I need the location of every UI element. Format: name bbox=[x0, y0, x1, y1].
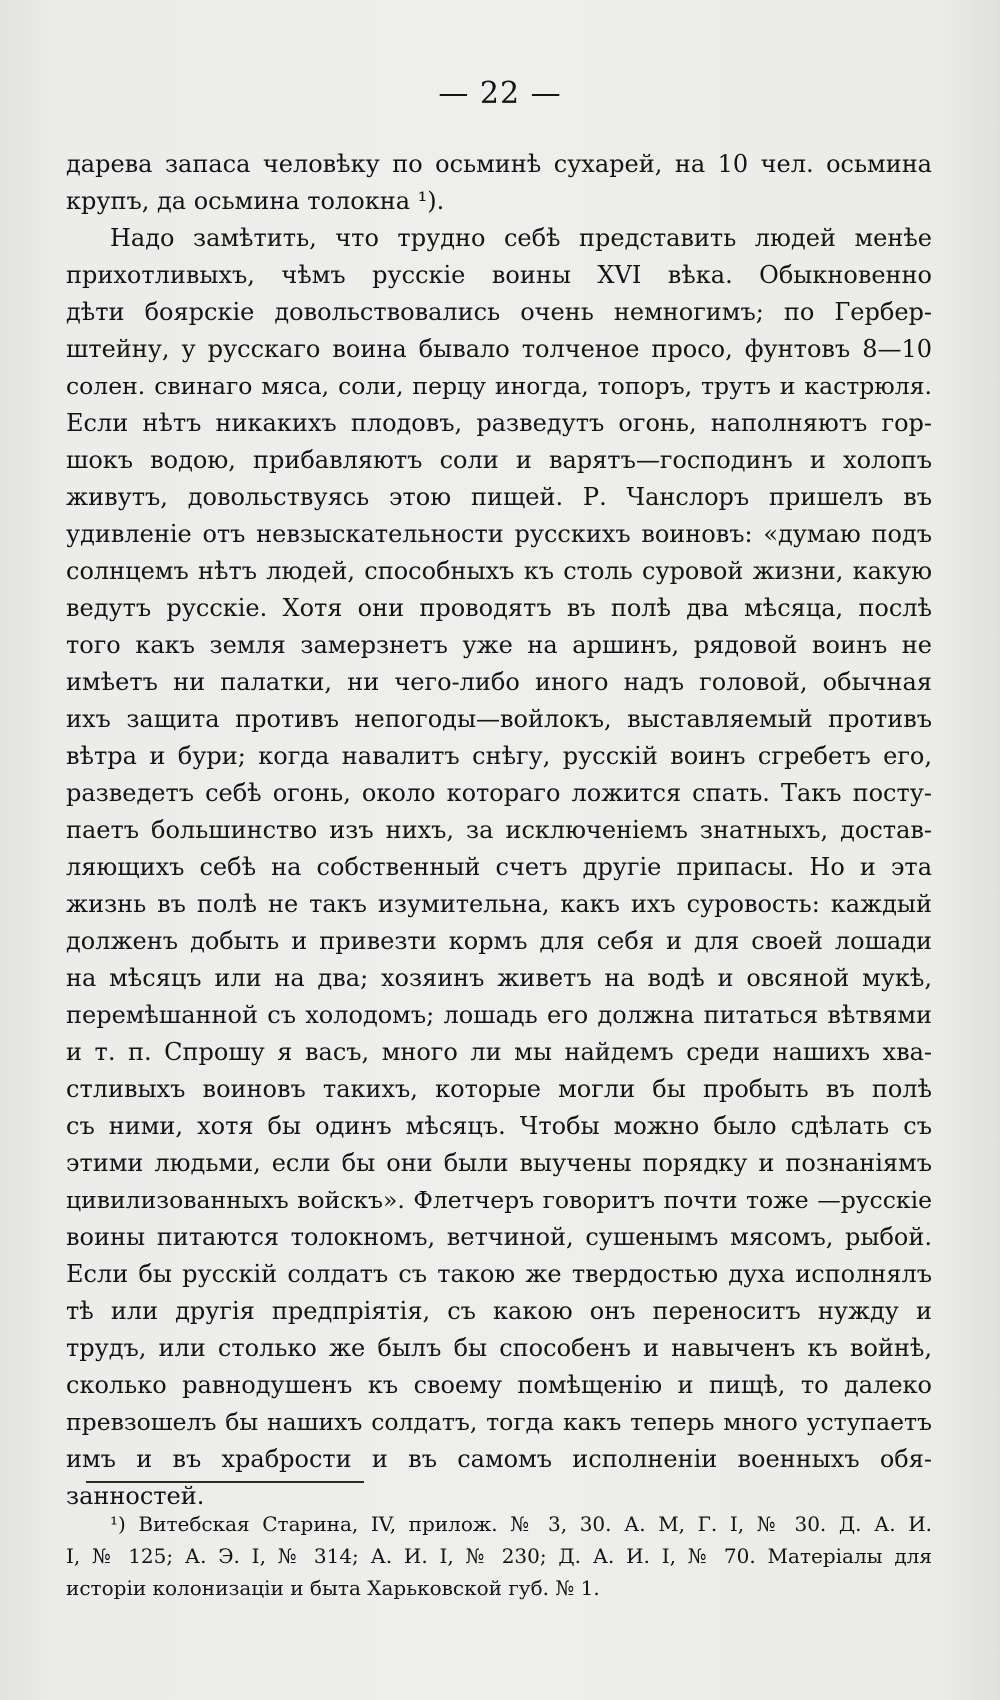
text-line: Если нѣтъ никакихъ плодовъ, разведутъ огонь, наполняютъ гор- bbox=[66, 409, 932, 437]
text-line: цивилизованныхъ войскъ». Флетчеръ говоритъ почти тоже —русскіе bbox=[66, 1186, 932, 1214]
text-line: разведетъ себѣ огонь, около котораго ложится спать. Такъ посту- bbox=[66, 779, 932, 807]
text-line: долженъ добыть и привезти кормъ для себя и для своей лошади bbox=[66, 927, 932, 955]
text-line: паетъ большинство изъ нихъ, за исключеніемъ знатныхъ, достав- bbox=[66, 816, 932, 844]
text-line: этими людьми, если бы они были выучены порядку и познаніямъ bbox=[66, 1149, 932, 1177]
text-line: вѣтра и бури; когда навалитъ снѣгу, русскій воинъ сгребетъ его, bbox=[66, 742, 932, 770]
text-line: живутъ, довольствуясь этою пищей. Р. Чанслоръ пришелъ въ bbox=[66, 483, 932, 511]
text-line: имъ и въ храбрости и въ самомъ исполненіи военныхъ обя- bbox=[66, 1445, 932, 1473]
footnote-line: I, № 125; А. Э. I, № 314; А. И. I, № 230; Д. А. И. I, № 70. Матеріалы для bbox=[66, 1544, 932, 1568]
text-line: крупъ, да осьмина толокна ¹). bbox=[66, 187, 445, 215]
text-line: съ ними, хотя бы одинъ мѣсяцъ. Чтобы можно было сдѣлать съ bbox=[66, 1112, 932, 1140]
text-line: дѣти боярскіе довольствовались очень немногимъ; по Гербер- bbox=[66, 298, 932, 326]
text-line: того какъ земля замерзнетъ уже на аршинъ, рядовой воинъ не bbox=[66, 631, 932, 659]
footnote-line: исторіи колонизаціи и быта Харьковской губ. № 1. bbox=[66, 1576, 600, 1600]
text-line: Если бы русскій солдатъ съ такою же твердостью духа исполнялъ bbox=[66, 1260, 932, 1288]
text-line: трудъ, или столько же былъ бы способенъ и навыченъ къ войнѣ, bbox=[66, 1334, 932, 1362]
text-line: воины питаются толокномъ, ветчиной, сушенымъ мясомъ, рыбой. bbox=[66, 1223, 932, 1251]
text-line: на мѣсяцъ или на два; хозяинъ живетъ на водѣ и овсяной мукѣ, bbox=[66, 964, 932, 992]
text-line: ляющихъ себѣ на собственный счетъ другіе припасы. Но и эта bbox=[66, 853, 932, 881]
text-line: шокъ водою, прибавляютъ соли и варятъ—господинъ и холопъ bbox=[66, 446, 932, 474]
footnote-divider bbox=[86, 1481, 364, 1483]
footnote-line: ¹) Витебская Старина, IV, прилож. № 3, 30. А. М, Г. I, № 30. Д. А. И. bbox=[110, 1512, 932, 1536]
page-number: — 22 — bbox=[438, 76, 562, 111]
main-text bbox=[66, 146, 932, 1515]
text-line: удивленіе отъ невзыскательности русскихъ воиновъ: «думаю подъ bbox=[66, 520, 932, 548]
text-line: стливыхъ воиновъ такихъ, которые могли бы пробыть въ полѣ bbox=[66, 1075, 932, 1103]
text-line: ихъ защита противъ непогоды—войлокъ, выставляемый противъ bbox=[66, 705, 932, 733]
text-line: дарева запаса человѣку по осьминѣ сухарей, на 10 чел. осьмина bbox=[66, 150, 932, 178]
text-line: тѣ или другія предпріятія, съ какою онъ переноситъ нужду и bbox=[66, 1297, 932, 1325]
text-line: прихотливыхъ, чѣмъ русскіе воины XVI вѣка. Обыкновенно bbox=[66, 261, 932, 289]
text-line: штейну, у русскаго воина бывало толченое просо, фунтовъ 8—10 bbox=[66, 335, 932, 363]
text-line: солнцемъ нѣтъ людей, способныхъ къ столь суровой жизни, какую bbox=[66, 557, 932, 585]
text-line: солен. свинаго мяса, соли, перцу иногда, топоръ, трутъ и кастрюля. bbox=[66, 372, 932, 400]
text-line: сколько равнодушенъ къ своему помѣщенію и пищѣ, то далеко bbox=[66, 1371, 932, 1399]
text-line: Надо замѣтить, что трудно себѣ представить людей менѣе bbox=[110, 224, 932, 252]
text-line: ведутъ русскіе. Хотя они проводятъ въ полѣ два мѣсяца, послѣ bbox=[66, 594, 932, 622]
text-line: жизнь въ полѣ не такъ изумительна, какъ ихъ суровость: каждый bbox=[66, 890, 932, 918]
text-line: занностей. bbox=[66, 1482, 205, 1510]
text-line: перемѣшанной съ холодомъ; лошадь его должна питаться вѣтвями bbox=[66, 1001, 932, 1029]
footnotes bbox=[66, 1508, 932, 1604]
text-line: превзошелъ бы нашихъ солдатъ, тогда какъ теперь много уступаетъ bbox=[66, 1408, 932, 1436]
text-line: и т. п. Спрошу я васъ, много ли мы найдемъ среди нашихъ хва- bbox=[66, 1038, 932, 1066]
text-line: имѣетъ ни палатки, ни чего-либо иного надъ головой, обычная bbox=[66, 668, 932, 696]
